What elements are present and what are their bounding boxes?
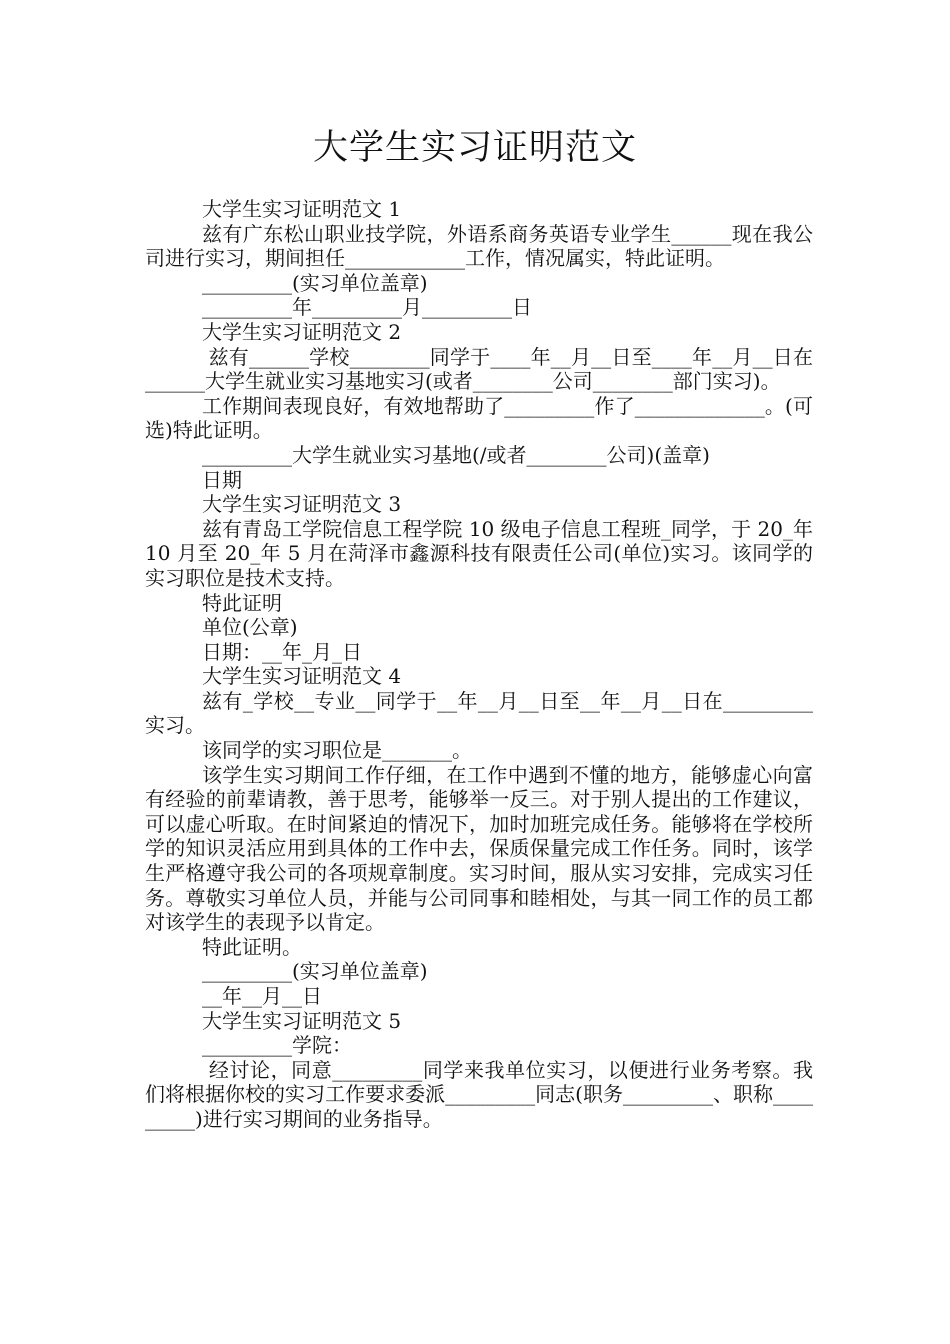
salutation-line: _________学院： (202, 1033, 352, 1058)
document-body (145, 197, 820, 1132)
signature-line: _________(实习单位盖章) (202, 270, 428, 295)
date-line: 日期：__年_月_日 (202, 639, 362, 664)
section-heading-2: 大学生实习证明范文 2 (202, 319, 402, 344)
date-line: _________年_________月_________日 (202, 295, 532, 320)
signature-line: _________大学生就业实习基地(/或者________公司)(盖章) (202, 442, 710, 467)
date-line: __年__月__日 (202, 984, 322, 1008)
paragraph: 经讨论，同意_________同学来我单位实习，以便进行业务考察。我们将根据你校的实习工作要求委派_________同志(职务_________、职称_________)进行实习期间的业务指导。 (145, 1057, 813, 1131)
section-heading-3: 大学生实习证明范文 3 (202, 492, 402, 517)
section-heading-4: 大学生实习证明范文 4 (202, 664, 402, 689)
paragraph: 兹有广东松山职业技学院，外语系商务英语专业学生______现在我公司进行实习，期间担任____________工作，情况属实，特此证明。 (145, 221, 813, 271)
paragraph: 兹有青岛工学院信息工程学院 10 级电子信息工程班_同学，于 20_年 10 月至 20_年 5 月在菏泽市鑫源科技有限责任公司(单位)实习。该同学的实习职位是技术支持。 (145, 516, 820, 590)
signature-line: _________(实习单位盖章) (202, 959, 428, 984)
date-line: 日期 (202, 467, 242, 492)
paragraph: 兹有______学校________同学于____年__月__日至____年__月__日在______大学生就业实习基地实习(或者________公司________部门实习)。 (145, 344, 814, 394)
paragraph: 该同学的实习职位是_______。 (202, 738, 472, 763)
section-heading-1: 大学生实习证明范文 1 (202, 197, 402, 221)
section-heading-5: 大学生实习证明范文 5 (202, 1008, 402, 1033)
closing-line: 特此证明。 (202, 934, 302, 959)
paragraph: 该学生实习期间工作仔细，在工作中遇到不懂的地方，能够虚心向富有经验的前辈请教，善于思考，能够举一反三。对于别人提出的工作建议，可以虚心听取。在时间紧迫的情况下，加时加班完成任务。能够将在学校所学的知识灵活应用到具体的工作中去，保质保量完成工作任务。同时，该学生严格遵守我公司的各项规章制度。实习时间，服从实习安排，完成实习任务。尊敬实习单位人员，并能与公司同事和睦相处，与其一同工作的员工都对该学生的表现予以肯定。 (145, 762, 813, 935)
paragraph: 工作期间表现良好，有效地帮助了_________作了_____________。(可选)特此证明。 (145, 393, 813, 443)
paragraph: 兹有_学校__专业__同学于__年__月__日至__年__月__日在_________实习。 (145, 688, 813, 738)
closing-line: 特此证明 (202, 590, 282, 615)
document-title: 大学生实习证明范文 (312, 128, 637, 168)
signature-line: 单位(公章) (202, 615, 298, 640)
